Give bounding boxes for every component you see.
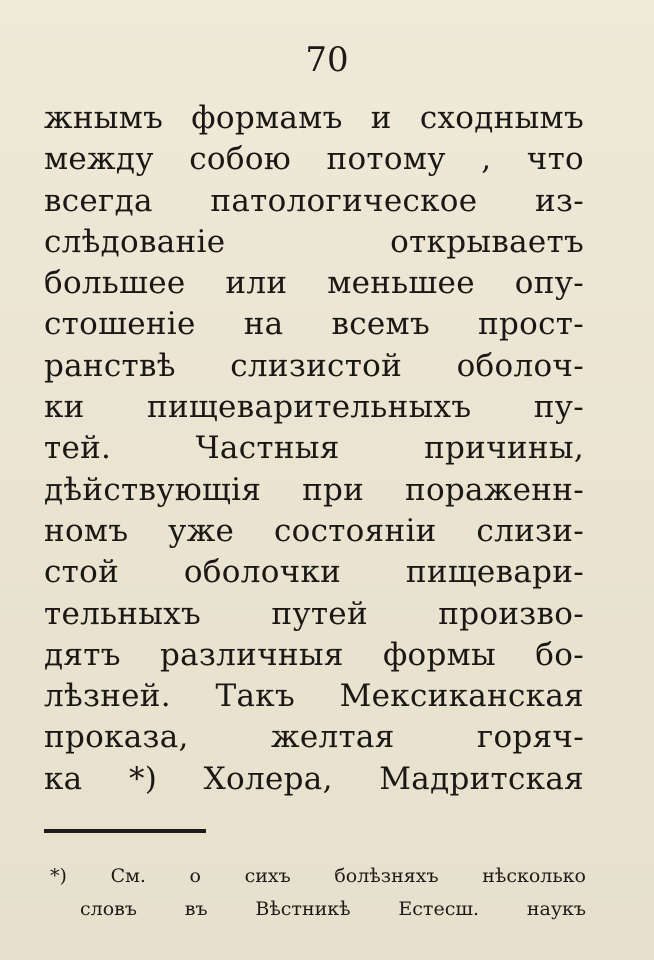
text-line: стошеніе на всемъ прост-: [44, 306, 584, 343]
text-line: проказа, желтая горяч-: [44, 719, 584, 756]
text-line: жнымъ формамъ и сходнымъ: [44, 100, 584, 136]
text-line: ранствѣ слизистой оболоч-: [44, 347, 584, 384]
footnote-text-1: См. о сихъ болѣзняхъ нѣсколько: [110, 865, 586, 887]
footnote-marker: *): [50, 865, 67, 887]
page-number: 70: [305, 40, 349, 80]
text-line: номъ уже состояніи слизи-: [44, 512, 584, 549]
text-line: лѣзней. Такъ Мексиканская: [44, 678, 584, 715]
text-line: большее или меньшее опу-: [44, 265, 584, 302]
text-line: дѣйствующія при пораженн-: [44, 471, 584, 508]
body-text: [44, 98, 584, 800]
text-line: стой оболочки пищевари-: [44, 554, 584, 591]
text-line: между собою потому , что: [44, 141, 584, 178]
text-line: ки пищеварительныхъ пу-: [44, 389, 584, 426]
text-line: тей. Частныя причины,: [44, 430, 584, 467]
text-line: ка *) Холера, Мадритская: [44, 760, 584, 797]
footnote-line: [50, 860, 586, 893]
text-line: слѣдованіе открываетъ: [44, 223, 584, 260]
footnote-line-2: словъ въ Вѣстникѣ Естесш. наукъ: [80, 898, 586, 920]
footnote: [50, 860, 586, 926]
text-line: дятъ различныя формы бо-: [44, 636, 584, 673]
footnote-separator: [44, 829, 206, 833]
text-line: всегда патологическое из-: [44, 182, 584, 219]
text-line: тельныхъ путей произво-: [44, 595, 584, 632]
